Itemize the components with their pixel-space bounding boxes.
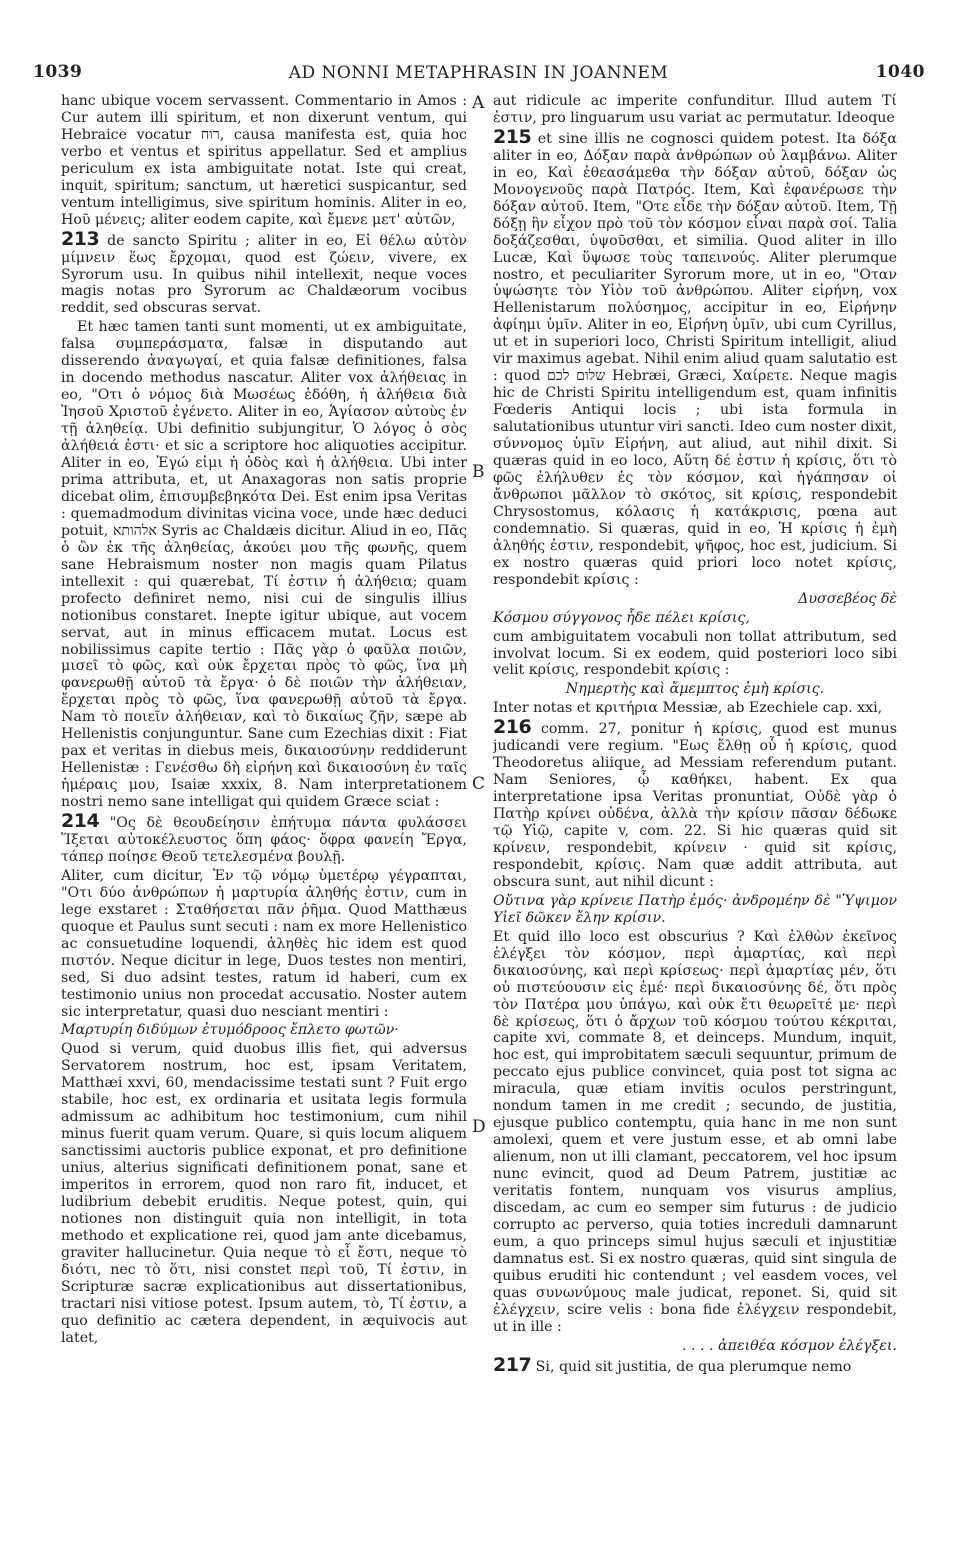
greek-verse: Δυσσεβέος δὲ: [798, 590, 897, 607]
greek-verse: Οὔτινα γὰρ κρίνειε Πατὴρ ἐμός· ἀνδρομέην δὲ "Ὑψιμον Υἱεῖ δῶκεν ἔλην κρίσιν.: [493, 892, 897, 926]
left-column: [61, 93, 467, 1533]
paragraph: Aliter, cum dicitur, Ἐν τῷ νόμῳ ὑμετέρῳ γέγραπται, "Οτι δύο ἀνθρώπων ἡ μαρτυρία ἀληθής ἐστιν, cum in lege exstaret : Σταθήσεται πᾶν ῥῆμα. Quod Matthæus quoque et Paulus sunt secuti : nam ex more Hellenistico ac consuetudine loquendi, ἀληθὲς hic idem est quod πιστόν. Neque dicitur in lege, Duos testes non mentiri, sed, Si duo adsint testes, ratum id haberi, cum ex testimonio unius non procedat accusatio. Noster autem sic interpretatur, quasi duo nesciant mentiri :: [61, 867, 467, 1020]
paragraph-text: et sine illis ne cognosci quidem potest. Ita δόξα aliter in eo, Δόξαν παρὰ ἀνθρώπων οὐ λαμβάνω. Aliter in eo, Καὶ ἐθεασάμεθα τὴν δόξαν αὐτοῦ, δόξαν ὡς Μονογενοῦς παρὰ Πατρός. Item, Καὶ ἐφανέρωσε τὴν δόξαν αὐτοῦ. Item, "Οτε εἶδε τὴν δόξαν αὐτοῦ. Item, Τῇ δόξῃ ἣν εἶχον πρὸ τοῦ τὸν κόσμον εἶναι παρὰ σοί. Talia δοξάζεσθαι, ὑψοῦσθαι, et similia. Quod aliter in illo Lucæ, Καὶ ὕψωσε τοὺς ταπεινούς. Aliter plerumque nostro, et peculiariter Syrorum more, ut in eo, "Οταν ὑψώσητε τὸν Υἱὸν τοῦ ἀνθρώπου. Aliter εἰρήνη, vox Hellenistarum πολύσημος, accipitur in eo, Εἰρήνην ἀφίημι ὑμῖν. Aliter in eo, Εἰρήνη ὑμῖν, ubi cum Cyrillus, ut et in superiori loco, Christi Spiritum intelligit, aliud vir maximus agebat. Nihil enim aliud quam salutatio est : quod שלום לכם Hebræi, Græci, Χαίρετε. Neque magis hic de Christi Spiritu intelligendum est, quam infinitis Fœderis Antiqui locis ; ubi ista formula in salutationibus utuntur viri sancti. Ideo cum noster dixit, σύννομος ὑμῖν Εἰρήνη, aut aliud, aut nihil dixit. Si quæras quid in eo loco, Αὕτη δέ ἐστιν ἡ κρίσις, ὅτι τὸ φῶς ἐλήλυθεν ἐς τὸν κόσμον, καὶ ἠγάπησαν οἱ ἄνθρωποι μᾶλλον τὸ σκότος, sit κρίσις, respondebit Chrysostomus, κόλασις ἡ κατάκρισις, pœna aut condemnatio. Si quæras, quid in eo, Ἡ κρίσις ἡ ἐμὴ ἀληθής ἐστιν, respondebit, ψῆφος, hoc est, judicium. Si ex nostro quæras quid priori loco notet κρίσις, respondebit κρίσις :: [493, 130, 897, 588]
paragraph: Et quid illo loco est obscurius ? Καὶ ἐλθὼν ἐκεῖνος ἐλέγξει τὸν κόσμον, περὶ ἁμαρτίας, καὶ περὶ δικαιοσύνης, καὶ περὶ κρίσεως· περὶ ἁμαρτίας μέν, ὅτι οὐ πιστεύουσιν εἰς ἐμέ· περὶ δικαιοσύνης δέ, ὅτι πρὸς τὸν Πατέρα μου ὑπάγω, καὶ οὐκ ἔτι θεωρεῖτέ με· περὶ δὲ κρίσεως, ὅτι ὁ ἄρχων τοῦ κόσμου τούτου κέκριται, capite xvi, commate 8, et deinceps. Mundum, inquit, hoc est, qui improbitatem sæculi sequuntur, primum de peccato ejus publice convincet, quia post tot signa ac miracula, quæ etiam invitis oculos perstringunt, nondum tamen in me credit ; secundo, de justitia, ejusque publico contemptu, quia hanc in me non sunt amolexi, quem et vere justum esse, et ab omni labe alienum, non ut illi clamant, peccatorem, vel hoc ipsum nunc evincit, quod ad Deum Patrem, justitiæ ac veritatis fontem, nunquam vos visurus amplius, discedam, ac cum eo semper sim futurus : de judicio corrupto ac perverso, quia toties increduli damnarunt eum, a quo princeps simul hujus sæculi et injustitiæ damnatus est. Si ex nostro quæras, quid sint singula de quibus eruditi hic contendunt ; vel easdem voces, vel quas συνωνύμους male judicat, reponet. Si, quid sit ἐλέγχειν, scire velis : bona fide ἐλέγχειν respondebit, ut in ille :: [493, 928, 897, 1335]
section-paragraph: [493, 716, 897, 891]
section-paragraph: [493, 125, 897, 589]
running-header: [0, 62, 957, 84]
margin-letter-c: C: [472, 774, 486, 794]
paragraph-text: comm. 27, ponitur ἡ κρίσις, quod est munus judicandi vere regium. "Εως ἔλθῃ οὗ ἡ κρίσις, quod Theodoretus aliique, ad Messiam referendum putant. Nam Seniores, ᾧ καθήκει, habent. Ex qua interpretatione ipsa Veritas pronuntiat, Οὐδὲ γὰρ ὁ Πατὴρ κρίνει οὐδένα, ἀλλὰ τὴν κρίσιν πᾶσαν δέδωκε τῷ Υἱῷ, capite v, com. 22. Si hic quæras quid sit κρίνειν, respondebit, κρίνειν · quid sit κρίσις, respondebit, κρίσις. Nam quæ addit attributa, aut obscura sunt, aut nihil dicunt :: [493, 721, 897, 890]
paragraph-text: "Ος δὲ θεουδείησιν ἐπήτυμα πάντα φυλάσσει Ἵξεται αὐτοκέλευστος ὅπη φάος· ὄφρα φανείη Ἔργα, τάπερ ποίησε Θεοῦ τετελεσμένα βουλῇ.: [61, 815, 467, 865]
section-number: 216: [493, 716, 532, 739]
greek-verse: Κόσμου σύγγονος ἧδε πέλει κρίσις,: [493, 609, 750, 626]
paragraph: cum ambiguitatem vocabuli non tollat attributum, sed involvat locum. Si ex eodem, quid posteriori loco sibi velit κρίσις, respondebit κρίσις :: [493, 628, 897, 679]
paragraph: hanc ubique vocem servassent. Commentario in Amos : Cur autem illi spiritum, et non dixerunt ventum, qui Hebraice vocatur רוח, causa manifesta est, quia hoc verbo et ventus et spiritus appellatur. Sed et amplius periculum ex ista ambiguitate notat. Iste qui creat, inquit, spiritum; sanctum, ut hæretici suspicantur, sed ventum intelligimus, sive spiritum hominis. Aliter in eo, Ηοῦ μένεις; aliter eodem capite, καὶ ἔμενε μετ' αὐτῶν,: [61, 93, 467, 228]
greek-verse: . . . . ἀπειθέα κόσμον ἐλέγξει.: [681, 1337, 897, 1354]
section-number: 217: [493, 1353, 532, 1376]
section-paragraph: [61, 810, 467, 866]
page-number-right: 1040: [875, 62, 925, 82]
right-column: [493, 93, 897, 1533]
greek-verse: Μαρτυρίη διδύμων ἐτυμόδροος ἔπλετο φωτῶν·: [61, 1022, 399, 1039]
running-title: AD NONNI METAPHRASIN IN JOANNEM: [288, 63, 669, 83]
paragraph-text: de sancto Spiritu ; aliter in eo, Εἰ θέλω αὐτὸν μίμνειν ἕως ἔρχομαι, quod est ζώειν, vivere, ex Syrorum usu. In quibus nihil intellexit, neque voces magis notas pro Syrorum ac Chaldæorum vocibus reddit, sed obscuras servat.: [61, 232, 467, 317]
margin-letter-b: B: [472, 462, 485, 482]
paragraph: aut ridicule ac imperite confunditur. Illud autem Τί ἐστιν, pro linguarum usu variat ac permutatur. Ideoque: [493, 93, 897, 126]
section-paragraph: [493, 1353, 897, 1376]
margin-letter-a: A: [472, 93, 485, 113]
paragraph-text: Si, quid sit justitia, de qua plerumque nemo: [531, 1358, 852, 1375]
paragraph: Inter notas et κριτήρια Messiæ, ab Ezechiele cap. xxi,: [493, 700, 883, 717]
page-number-left: 1039: [33, 62, 83, 82]
section-paragraph: [61, 227, 467, 318]
section-number: 215: [493, 125, 532, 148]
section-number: 213: [61, 227, 100, 250]
margin-letter-d: D: [472, 1117, 486, 1137]
paragraph: Quod si verum, quid duobus illis fiet, qui adversus Servatorem nostrum, hoc est, ipsam Veritatem, Matthæi xxvi, 60, mendacissime testati sunt ? Fuit ergo stabile, hoc est, ex ordinaria et usitata legis formula admissum ac adhibitum hoc testimonium, cum nihil minus fuerit quam verum. Quare, si quis locum aliquem sanctissimi auctoris publice exponat, et pro definitione unius, alterius significati definitionem ponat, sane et imperitos in errorem, quod non raro fit, inducet, et ludibrium debebit eruditis. Neque potest, quin, qui notiones non distinguit quia non intelligit, in tota methodo et explicatione rei, quod jam ante dicebamus, graviter hallucinetur. Quia neque τὸ εἶ ἔστι, neque τὸ διότι, nec τὸ ὅτι, nisi constet περὶ τοῦ, Τί ἐστιν, in Scripturæ sacræ explicationibus aut dissertationibus, tractari nisi vitiose potest. Ipsum autem, τὸ, Τί ἐστιν, a quo definitio ac cætera dependent, in æquivocis aut latet,: [61, 1041, 467, 1346]
section-number: 214: [61, 810, 100, 833]
paragraph: Et hæc tamen tanti sunt momenti, ut ex ambiguitate, falsa συμπεράσματα, falsæ in disputando aut disserendo ἀναγωγαί, et quia falsæ definitiones, falsa in docendo methodus nascatur. Aliter vox ἀλήθειας in eo, "Οτι ὁ νόμος διὰ Μωσέως ἐδόθη, ἡ ἀλήθεια διὰ Ἰησοῦ Χριστοῦ ἐγένετο. Aliter in eo, Ἁγίασον αὐτοὺς ἐν τῇ ἀληθείᾳ. Ubi definitio subjungitur, Ὁ λόγος ὁ σὸς ἀλήθειά ἐστι· et sic a scriptore hoc aliquoties accipitur. Aliter in eo, Ἐγώ εἰμι ἡ ὁδὸς καὶ ἡ ἀλήθεια. Ubi inter prima attributa, et, ut Anaxagoras non satis proprie dicebat olim, ἐπισυμβεβηκότα Dei. Est enim ipsa Veritas : quemadmodum divinitas vicina voce, unde hæc deduci potuit, אלהותא Syris ac Chaldæis dicitur. Aliud in eo, Πᾶς ὁ ὢν ἐκ τῆς ἀληθείας, ἀκούει μου τῆς φωνῆς, quem sane Hebraismum noster non magis quam Pilatus intellexit : qui quærebat, Τί ἐστιν ἡ ἀλήθεια; quam profecto definiret nemo, nisi cui de singulis illius notionibus constaret. Inepte igitur ubique, aut vocem servat, aut in minus efficacem mutat. Locus est nobilissimus capite tertio : Πᾶς γὰρ ὁ φαῦλα ποιῶν, μισεῖ τὸ φῶς, καὶ οὐκ ἔρχεται πρὸς τὸ φῶς, ἵνα μὴ φανερωθῇ αὐτοῦ τὰ ἔργα· ὁ δὲ ποιῶν τὴν ἀλήθειαν, ἔρχεται πρὸς τὸ φῶς, ἵνα φανερωθῇ αὐτοῦ τὰ ἔργα. Nam τὸ ποιεῖν ἀλήθειαν, καὶ τὸ δικαίως ζῆν, sæpe ab Hellenistis conjunguntur. Sane cum Ezechias dixit : Fiat pax et veritas in diebus meis, δικαιοσύνην reddiderunt Hellenistæ : Γενέσθω δὴ εἰρήνη καὶ δικαιοσύνη ἐν ταῖς ἡμέραις μου, Isaiæ xxxix, 8. Nam interpretationem nostri nemo sane intelligat qui quidem Græce sciat :: [61, 319, 467, 811]
greek-verse: Νημερτὴς καὶ ἄμεμπτος ἐμὴ κρίσις.: [565, 681, 825, 698]
